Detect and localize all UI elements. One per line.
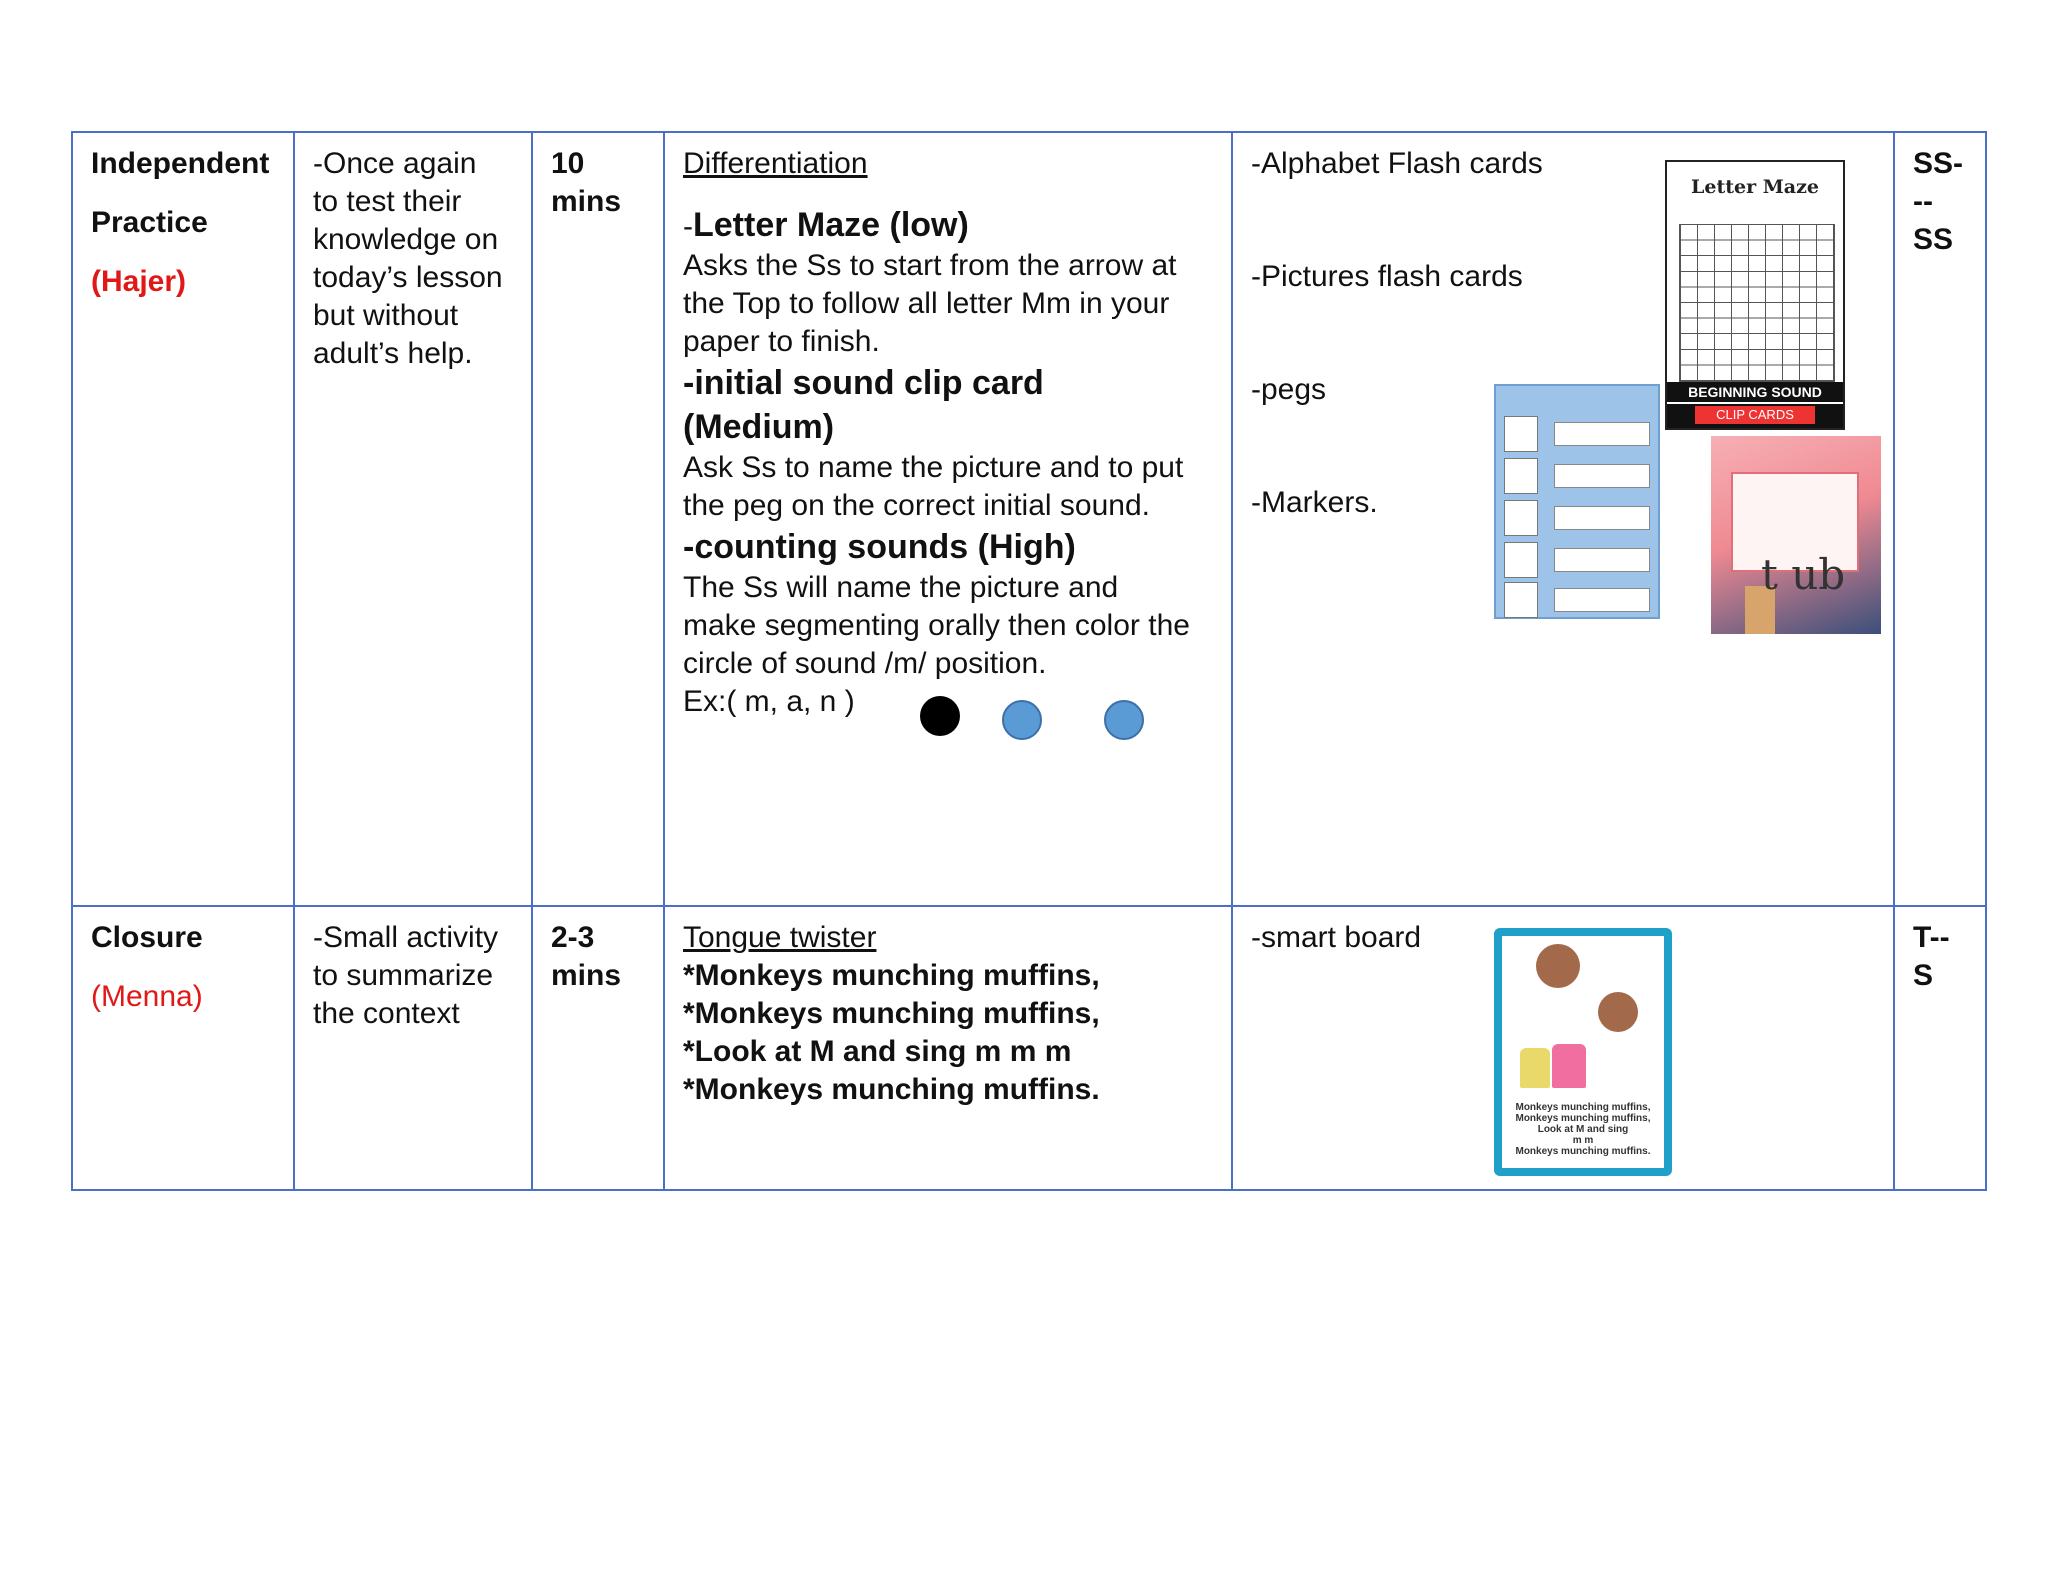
sound-dots bbox=[1554, 464, 1650, 488]
maze-title: Letter Maze bbox=[1691, 176, 1819, 198]
purpose-cell bbox=[294, 132, 532, 906]
picture bbox=[1504, 542, 1538, 578]
sound-circle-blue bbox=[1104, 700, 1144, 740]
stage-label: Independent bbox=[91, 147, 270, 180]
purpose-line: to summarize bbox=[313, 959, 494, 992]
interaction-cell bbox=[1894, 132, 1986, 906]
sound-dots bbox=[1554, 588, 1650, 612]
muffin-picture bbox=[1552, 1044, 1586, 1088]
counting-sounds-sheet-image bbox=[1494, 384, 1660, 619]
sheet-row bbox=[1504, 458, 1652, 494]
resource-item: -smart board bbox=[1251, 921, 1422, 954]
poster-line: Monkeys munching muffins, bbox=[1515, 1113, 1651, 1124]
example-text: Ex:( m, a, n ) bbox=[683, 685, 855, 718]
activity-text: the Top to follow all letter Mm in your bbox=[683, 287, 1170, 320]
interaction-line: -- bbox=[1913, 185, 1933, 218]
clip-band: BEGINNING SOUND bbox=[1667, 382, 1843, 402]
resources-cell bbox=[1232, 906, 1894, 1190]
lesson-plan-table bbox=[71, 131, 1987, 1191]
time-unit: mins bbox=[551, 959, 622, 992]
activity-text: The Ss will name the picture and bbox=[683, 571, 1119, 604]
purpose-line: knowledge on bbox=[313, 223, 499, 256]
purpose-line: -Once again bbox=[313, 147, 477, 180]
tongue-twister-line: *Monkeys munching muffins, bbox=[683, 959, 1100, 992]
activity-heading: Tongue twister bbox=[683, 921, 877, 954]
poster-line: Monkeys munching muffins. bbox=[1515, 1146, 1651, 1157]
time-cell bbox=[532, 132, 664, 906]
sound-circle-filled bbox=[920, 696, 960, 736]
time-value: 2-3 bbox=[551, 921, 595, 954]
time-unit: mins bbox=[551, 185, 622, 218]
tub-clip-card-image bbox=[1711, 436, 1881, 634]
monkey-picture bbox=[1598, 992, 1638, 1032]
purpose-cell bbox=[294, 906, 532, 1190]
activity-text: the peg on the correct initial sound. bbox=[683, 489, 1150, 522]
resources-cell bbox=[1232, 132, 1894, 906]
monkey-picture bbox=[1536, 944, 1580, 988]
tongue-twister-line: *Monkeys munching muffins, bbox=[683, 997, 1100, 1030]
poster-text bbox=[1506, 1102, 1660, 1157]
sheet-row bbox=[1504, 542, 1652, 578]
activity-text: make segmenting orally then color the bbox=[683, 609, 1190, 642]
time-value: 10 bbox=[551, 147, 585, 180]
picture bbox=[1504, 416, 1538, 452]
activity-cell bbox=[664, 906, 1232, 1190]
row-independent-practice bbox=[72, 132, 1986, 906]
letter-maze-image bbox=[1665, 160, 1845, 430]
stage-label: Closure bbox=[91, 921, 203, 954]
teacher-name: (Hajer) bbox=[91, 265, 187, 298]
stage-cell bbox=[72, 132, 294, 906]
poster-inner bbox=[1502, 936, 1664, 1168]
resource-item: -Alphabet Flash cards bbox=[1251, 147, 1543, 180]
activity-cell bbox=[664, 132, 1232, 906]
purpose-line: adult’s help. bbox=[313, 337, 473, 370]
time-cell bbox=[532, 906, 664, 1190]
poster-line: m m bbox=[1572, 1135, 1594, 1146]
picture bbox=[1504, 582, 1538, 618]
sound-dots bbox=[1554, 548, 1650, 572]
interaction-line: S bbox=[1913, 959, 1934, 992]
activity-text: paper to finish. bbox=[683, 325, 880, 358]
title-dash: - bbox=[683, 210, 693, 243]
sound-circle-blue bbox=[1002, 700, 1042, 740]
maze-grid bbox=[1679, 224, 1835, 382]
activity-text: Asks the Ss to start from the arrow at bbox=[683, 249, 1177, 282]
interaction-cell bbox=[1894, 906, 1986, 1190]
sheet-row bbox=[1504, 500, 1652, 536]
picture bbox=[1504, 458, 1538, 494]
clip-sub-band bbox=[1667, 404, 1843, 428]
poster-line: Monkeys munching muffins, bbox=[1515, 1102, 1651, 1113]
clip-card-title: -initial sound clip card bbox=[683, 364, 1044, 402]
interaction-line: T-- bbox=[1913, 921, 1950, 954]
resource-item: -Pictures flash cards bbox=[1251, 260, 1523, 293]
picture bbox=[1504, 500, 1538, 536]
activity-title bbox=[683, 203, 1213, 247]
sheet-row bbox=[1504, 416, 1652, 452]
muffin-picture bbox=[1520, 1048, 1550, 1088]
purpose-line: but without bbox=[313, 299, 459, 332]
tongue-twister-line: *Look at M and sing m m m bbox=[683, 1035, 1072, 1068]
activity-text: circle of sound /m/ position. bbox=[683, 647, 1047, 680]
clip-sub: CLIP CARDS bbox=[1695, 406, 1815, 424]
purpose-line: the context bbox=[313, 997, 460, 1030]
letter-maze-title: Letter Maze (low) bbox=[693, 206, 969, 244]
purpose-line: to test their bbox=[313, 185, 462, 218]
sound-dots bbox=[1554, 506, 1650, 530]
row-closure bbox=[72, 906, 1986, 1190]
teacher-name: (Menna) bbox=[91, 980, 203, 1013]
counting-sounds-title: -counting sounds (High) bbox=[683, 528, 1076, 566]
activity-heading: Differentiation bbox=[683, 147, 868, 180]
tongue-twister-poster-image bbox=[1494, 928, 1672, 1176]
sheet-row bbox=[1504, 582, 1652, 618]
stage-cell bbox=[72, 906, 294, 1190]
poster-line: Look at M and sing bbox=[1537, 1124, 1629, 1135]
activity-text: Ask Ss to name the picture and to put bbox=[683, 451, 1184, 484]
tub-letters: t ub bbox=[1761, 550, 1846, 599]
purpose-line: -Small activity bbox=[313, 921, 499, 954]
interaction-line: SS- bbox=[1913, 147, 1964, 180]
sound-dots bbox=[1554, 422, 1650, 446]
interaction-line: SS bbox=[1913, 223, 1954, 256]
tongue-twister-line: *Monkeys munching muffins. bbox=[683, 1073, 1100, 1106]
resource-item: -pegs bbox=[1251, 373, 1327, 406]
stage-label: Practice bbox=[91, 206, 208, 239]
resource-item: -Markers. bbox=[1251, 486, 1378, 519]
purpose-line: today’s lesson bbox=[313, 261, 503, 294]
clip-card-title: (Medium) bbox=[683, 408, 835, 446]
